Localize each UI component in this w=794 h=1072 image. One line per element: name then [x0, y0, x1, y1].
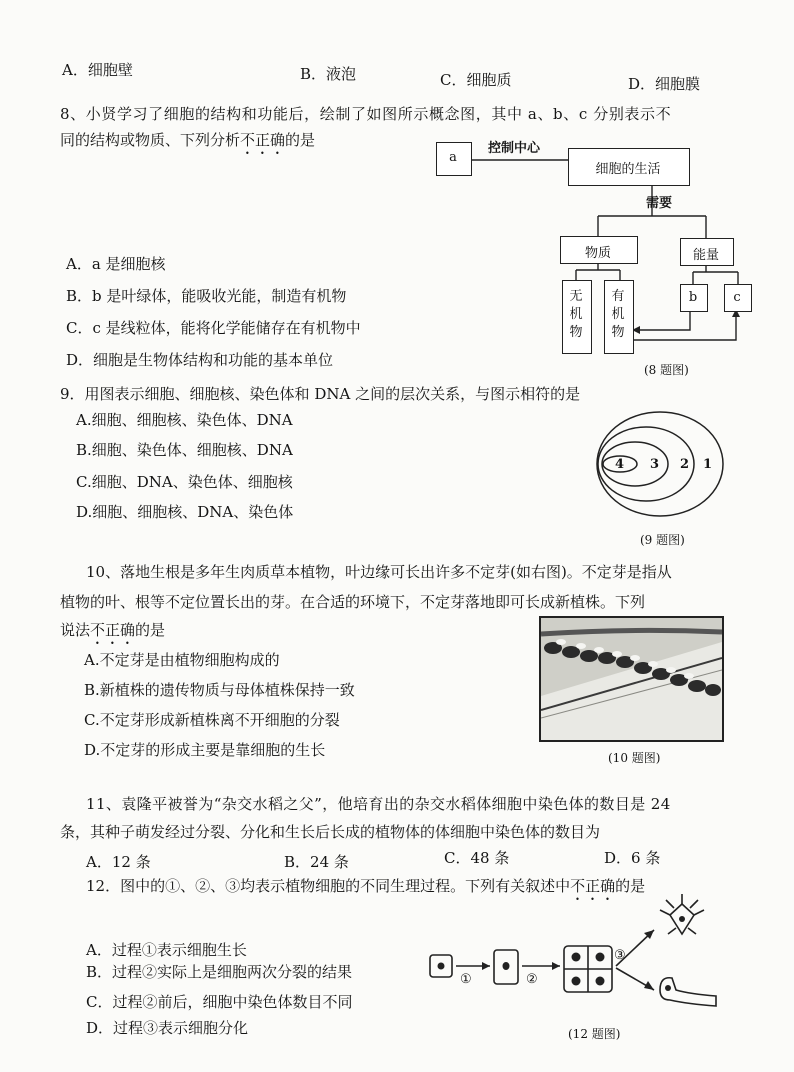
q12-stem	[86, 876, 645, 904]
q8-option-a: A．a 是细胞核	[66, 255, 166, 273]
q9-option-c: C.细胞、DNA、染色体、细胞核	[76, 473, 293, 491]
q8-stem-emphasis: 不正确	[240, 131, 286, 149]
q9-option-b: B.细胞、染色体、细胞核、DNA	[76, 441, 293, 459]
q10-stem-end: 的是	[135, 621, 166, 639]
q8-option-b: B．b 是叶绿体，能吸收光能，制造有机物	[66, 287, 347, 305]
q8-label-organic	[604, 288, 632, 342]
q8-organic-char-2: 机	[611, 307, 625, 322]
q9-label-3: 3	[650, 457, 660, 472]
q7-option-d: D．细胞膜	[628, 75, 701, 93]
q10-option-d: D.不定芽的形成主要是靠细胞的生长	[84, 741, 326, 759]
q9-stem: 9．用图表示细胞、细胞核、染色体和 DNA 之间的层次关系，与图示相符的是	[60, 385, 581, 403]
q12-differentiated-cell-elongated	[660, 978, 716, 1006]
q9-caption: (9 题图)	[640, 533, 685, 547]
q8-label-control-center: 控制中心	[488, 141, 541, 156]
q8-label-inorganic	[562, 288, 590, 342]
q8-label-c: c	[733, 290, 741, 305]
q8-label-matter: 物质	[584, 246, 611, 261]
q8-caption: (8 题图)	[644, 363, 689, 377]
q11-option-d: D．6 条	[604, 849, 661, 867]
q10-stem-line-2: 植物的叶、根等不定位置长出的芽。在合适的环境下，不定芽落地即可长成新植株。下列	[60, 593, 646, 611]
q7-option-c: C．细胞质	[440, 71, 512, 89]
q8-stem-line-1: 8、小贤学习了细胞的结构和功能后，绘制了如图所示概念图，其中 a、b、c 分别表示不	[60, 105, 672, 123]
q8-option-c: C．c 是线粒体，能将化学能储存在有机物中	[66, 319, 361, 337]
q8-stem-text: 同的结构或物质、下列分析	[60, 131, 241, 149]
q8-stem-end: 的是	[285, 131, 316, 149]
q11-stem-line-2: 条，其种子萌发经过分裂、分化和生长后长成的植物体的体细胞中染色体的数目为	[60, 823, 601, 841]
q10-caption: (10 题图)	[608, 751, 661, 765]
q8-organic-char-1: 有	[611, 289, 625, 304]
q8-inorganic-char-3: 物	[569, 325, 583, 340]
q9-option-a: A.细胞、细胞核、染色体、DNA	[76, 411, 293, 429]
q10-leaf-photo	[539, 616, 724, 742]
q12-label-process-2: ②	[526, 972, 538, 987]
q11-stem-line-1: 11、袁隆平被誉为“杂交水稻之父”，他培育出的杂交水稻体细胞中染色体的数目是 24	[86, 795, 671, 813]
q7-option-b: B．液泡	[300, 65, 357, 83]
q12-stem-emphasis: 不正确	[570, 877, 616, 895]
q8-label-cell-life: 细胞的生活	[595, 162, 661, 177]
q7-option-a: A．细胞壁	[62, 61, 133, 79]
q11-option-b: B．24 条	[284, 853, 349, 871]
q8-inorganic-char-1: 无	[569, 289, 583, 304]
q10-option-b: B.新植株的遗传物质与母体植株保持一致	[84, 681, 355, 699]
q10-stem-line-1: 10、落地生根是多年生肉质草本植物，叶边缘可长出许多不定芽(如右图)。不定芽是指从	[86, 563, 672, 581]
q8-organic-char-3: 物	[611, 325, 625, 340]
q10-leaf-illustration	[541, 618, 722, 740]
q9-option-d: D.细胞、细胞核、DNA、染色体	[76, 503, 294, 521]
q12-option-b: B．过程②实际上是细胞两次分裂的结果	[86, 963, 353, 981]
q12-caption: (12 题图)	[568, 1027, 621, 1041]
q8-label-a: a	[449, 150, 457, 165]
q12-cell-large	[494, 950, 518, 984]
q12-label-process-1: ①	[460, 972, 472, 987]
q9-label-1: 1	[703, 457, 713, 472]
q12-stem-end: 的是	[615, 877, 646, 895]
q8-label-energy: 能量	[692, 248, 719, 263]
q10-stem-emphasis: 不正确	[90, 621, 136, 639]
q12-cell-small	[430, 955, 452, 977]
q12-differentiated-cell-spiky	[670, 904, 694, 934]
q10-stem-text: 说法	[60, 621, 91, 639]
q8-inorganic-char-2: 机	[569, 307, 583, 322]
q12-cell-group	[564, 946, 612, 992]
q12-stem-text: 12．图中的①、②、③均表示植物细胞的不同生理过程。下列有关叙述中	[86, 877, 571, 895]
q11-option-a: A．12 条	[86, 853, 151, 871]
q8-label-needs: 需要	[646, 196, 673, 211]
q9-label-2: 2	[680, 457, 690, 472]
q10-stem-line-3	[60, 620, 165, 648]
q10-option-a: A.不定芽是由植物细胞构成的	[84, 651, 280, 669]
q8-option-d: D．细胞是生物体结构和功能的基本单位	[66, 351, 334, 369]
q10-option-c: C.不定芽形成新植株离不开细胞的分裂	[84, 711, 340, 729]
q12-label-process-3: ③	[614, 948, 626, 963]
q12-option-c: C．过程②前后，细胞中染色体数目不同	[86, 993, 353, 1011]
q8-label-b: b	[688, 290, 698, 305]
q12-option-d: D．过程③表示细胞分化	[86, 1019, 249, 1037]
q11-option-c: C．48 条	[444, 849, 510, 867]
q9-label-4: 4	[615, 457, 625, 472]
q12-option-a: A．过程①表示细胞生长	[86, 941, 247, 959]
q8-stem-line-2	[60, 130, 315, 158]
